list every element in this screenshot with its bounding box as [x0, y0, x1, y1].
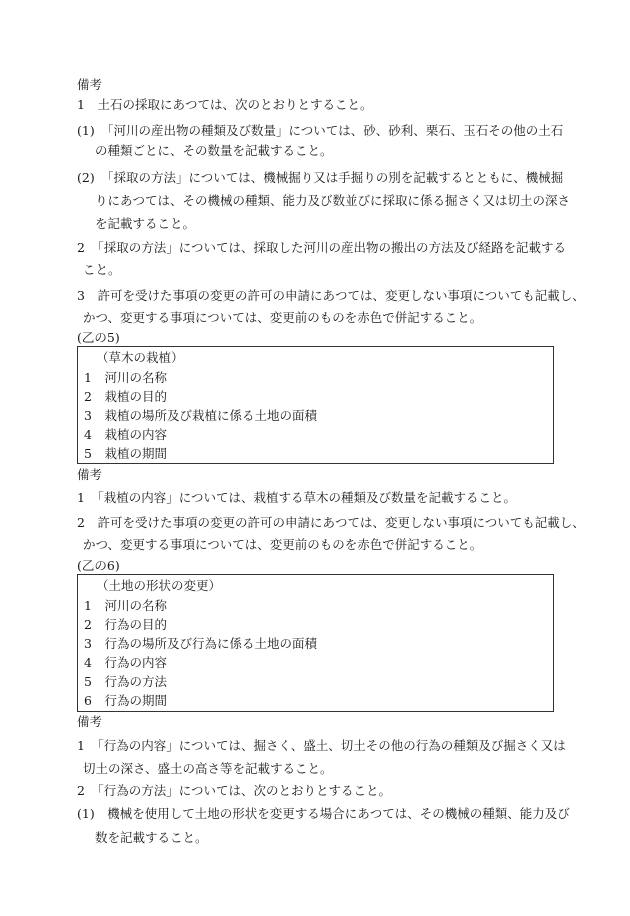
form-row: 6 行為の期間: [84, 693, 167, 708]
remark-subitem: (1) 機械を使用して土地の形状を変更する場合にあつては、その機械の種類、能力及び: [77, 806, 570, 821]
remark-item: 1 土石の採取にあつては、次のとおりとすること。: [77, 97, 373, 112]
remark-item: 2 許可を受けた事項の変更の許可の申請にあつては、変更しない事項についても記載し、: [77, 515, 585, 530]
remark-subitem-cont: の種類ごとに、その数量を記載すること。: [95, 143, 333, 158]
remark-item: 2 「行為の方法」については、次のとおりとすること。: [77, 783, 391, 798]
form-box-land-shape: [77, 574, 554, 712]
remarks-heading: 備考: [77, 714, 103, 729]
remark-item-cont: かつ、変更する事項については、変更前のものを赤色で併記すること。: [83, 537, 483, 552]
form-row: 1 河川の名称: [84, 370, 167, 385]
remark-subitem: (1) 「河川の産出物の種類及び数量」については、砂、砂利、栗石、玉石その他の土石: [77, 123, 564, 138]
remark-subitem-cont: 数を記載すること。: [95, 830, 208, 845]
remark-item-cont: かつ、変更する事項については、変更前のものを赤色で併記すること。: [83, 310, 483, 325]
remark-item-cont: こと。: [83, 262, 121, 277]
form-row: 1 河川の名称: [84, 598, 167, 613]
form-row: 4 行為の内容: [84, 655, 167, 670]
form-label: (乙の6): [77, 558, 120, 573]
form-row: 5 栽植の期間: [84, 446, 167, 461]
remark-subitem-cont: りにあつては、その機械の種類、能力及び数並びに採取に係る掘さく又は切土の深さ: [95, 193, 571, 208]
form-box-planting: [77, 346, 554, 464]
form-row: 2 栽植の目的: [84, 389, 167, 404]
form-row: 5 行為の方法: [84, 674, 167, 689]
remark-subitem: (2) 「採取の方法」については、機械掘り又は手掘りの別を記載するとともに、機械掘: [77, 170, 564, 185]
remark-subitem-cont: を記載すること。: [95, 216, 196, 231]
form-row: 3 行為の場所及び行為に係る土地の面積: [84, 636, 317, 651]
remarks-heading: 備考: [77, 467, 103, 482]
remark-item: 1 「行為の内容」については、掘さく、盛土、切土その他の行為の種類及び掘さく又は: [77, 738, 566, 753]
form-label: (乙の5): [77, 330, 120, 345]
form-row: 2 行為の目的: [84, 617, 167, 632]
form-title: （草木の栽植）: [96, 350, 184, 365]
remark-item: 1 「栽植の内容」については、栽植する草木の種類及び数量を記載すること。: [77, 490, 516, 505]
form-title: （土地の形状の変更）: [96, 578, 222, 593]
remark-item-cont: 切土の深さ、盛土の高さ等を記載すること。: [83, 761, 333, 776]
remarks-heading: 備考: [77, 77, 103, 92]
remark-item: 3 許可を受けた事項の変更の許可の申請にあつては、変更しない事項についても記載し、: [77, 288, 585, 303]
form-row: 4 栽植の内容: [84, 427, 167, 442]
form-row: 3 栽植の場所及び栽植に係る土地の面積: [84, 408, 317, 423]
remark-item: 2 「採取の方法」については、採取した河川の産出物の搬出の方法及び経路を記載する: [77, 240, 566, 255]
